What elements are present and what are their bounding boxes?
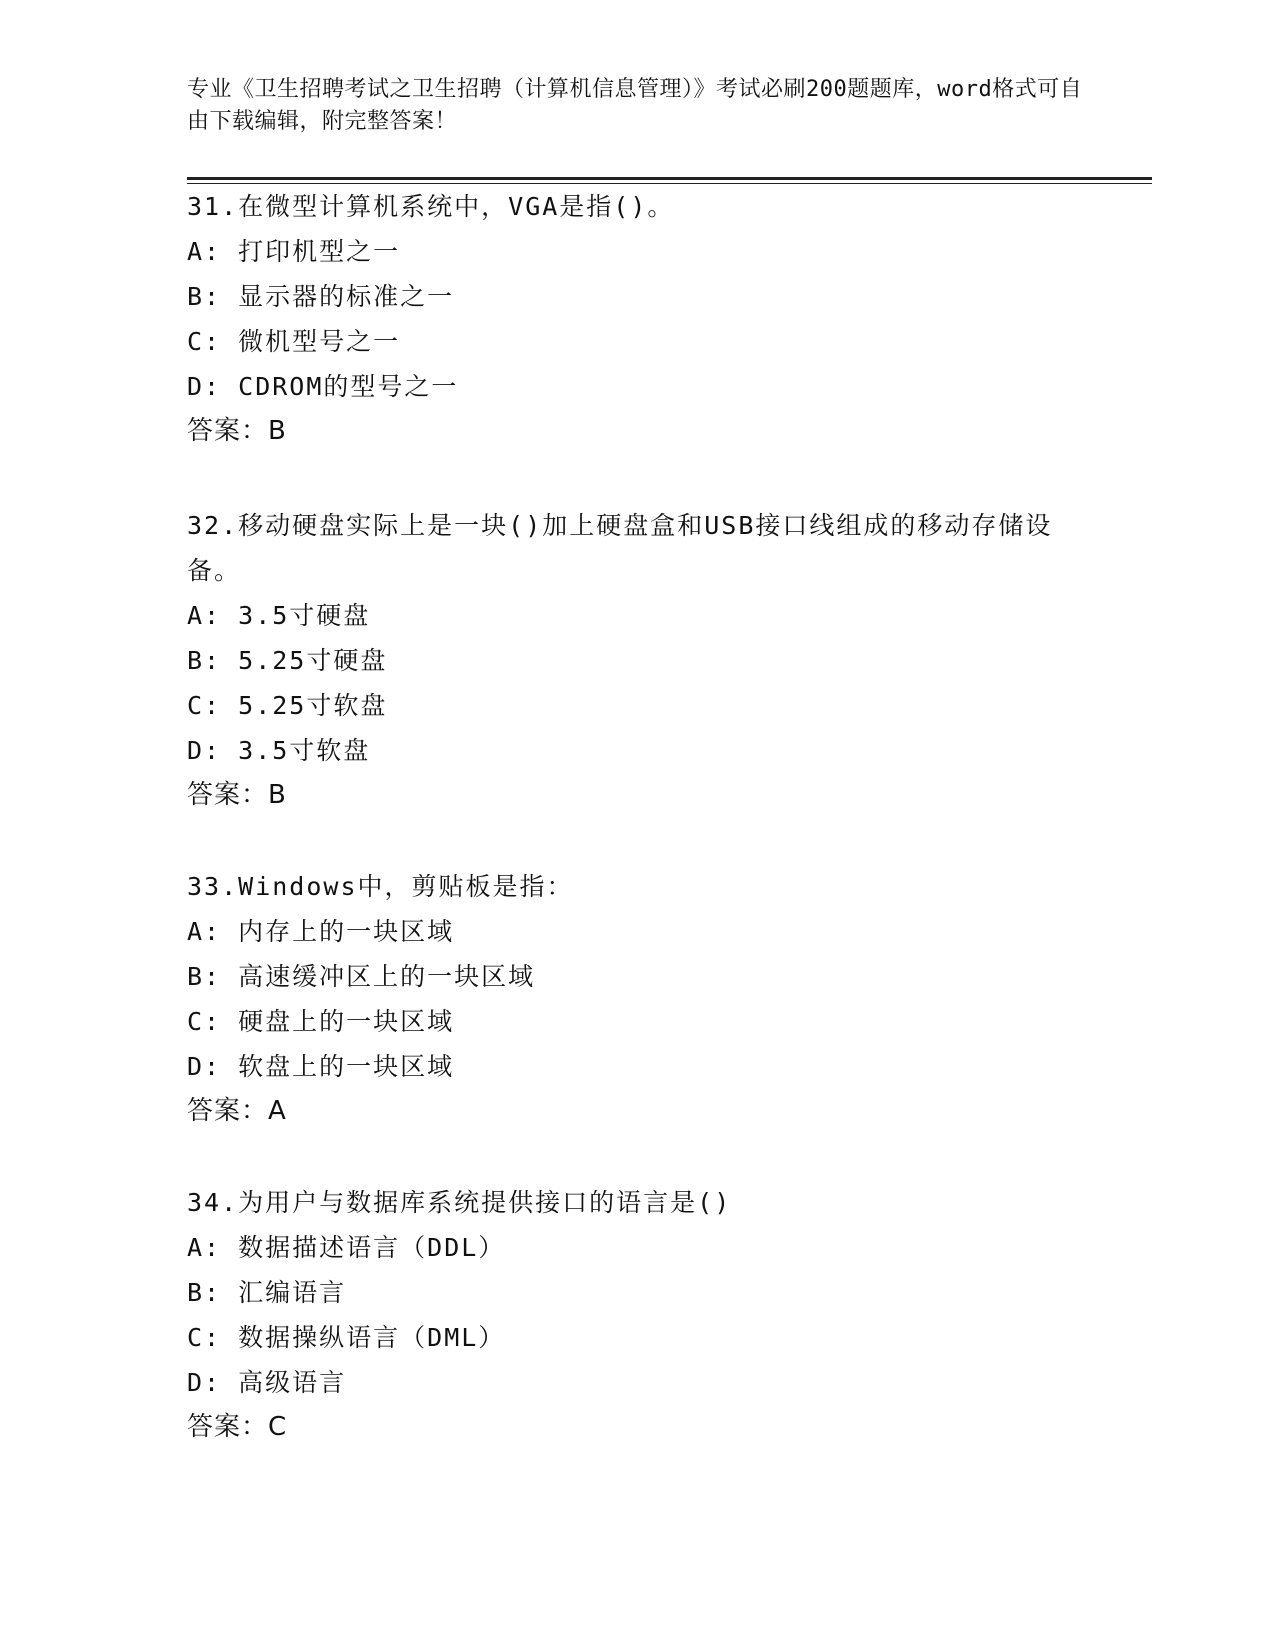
question-32 [187,503,1067,818]
option-c: C: 数据操纵语言（DML） [187,1323,506,1352]
option-c: C: 硬盘上的一块区域 [187,1007,455,1036]
document-intro: 专业《卫生招聘考试之卫生招聘（计算机信息管理）》考试必刷200题题库，word格式可自由下载编辑，附完整答案！ [187,77,1083,134]
question-34 [187,1180,1087,1450]
answer-line: 答案：A [187,1096,287,1126]
answer-line: 答案：B [187,780,287,810]
question-stem: 32.移动硬盘实际上是一块()加上硬盘盒和USB接口线组成的移动存储设备。 [187,511,1053,585]
option-c: C: 微机型号之一 [187,327,401,356]
option-a: A: 内存上的一块区域 [187,917,455,946]
question-31 [187,184,1087,454]
option-d: D: 高级语言 [187,1368,347,1397]
option-d: D: 软盘上的一块区域 [187,1052,455,1081]
option-a: A: 数据描述语言（DDL） [187,1233,506,1262]
option-b: B: 显示器的标准之一 [187,282,455,311]
option-a: A: 打印机型之一 [187,237,401,266]
question-stem: 31.在微型计算机系统中，VGA是指()。 [187,192,675,221]
option-d: D: CDROM的型号之一 [187,372,459,401]
question-stem: 33.Windows中，剪贴板是指： [187,872,574,901]
option-c: C: 5.25寸软盘 [187,691,388,720]
header-divider-thick [187,177,1152,180]
option-d: D: 3.5寸软盘 [187,736,371,765]
answer-line: 答案：C [187,1412,288,1442]
answer-line: 答案：B [187,416,287,446]
option-b: B: 5.25寸硬盘 [187,646,388,675]
question-stem: 34.为用户与数据库系统提供接口的语言是() [187,1188,732,1217]
option-b: B: 汇编语言 [187,1278,347,1307]
question-33 [187,864,1087,1134]
option-a: A: 3.5寸硬盘 [187,601,371,630]
option-b: B: 高速缓冲区上的一块区域 [187,962,536,991]
